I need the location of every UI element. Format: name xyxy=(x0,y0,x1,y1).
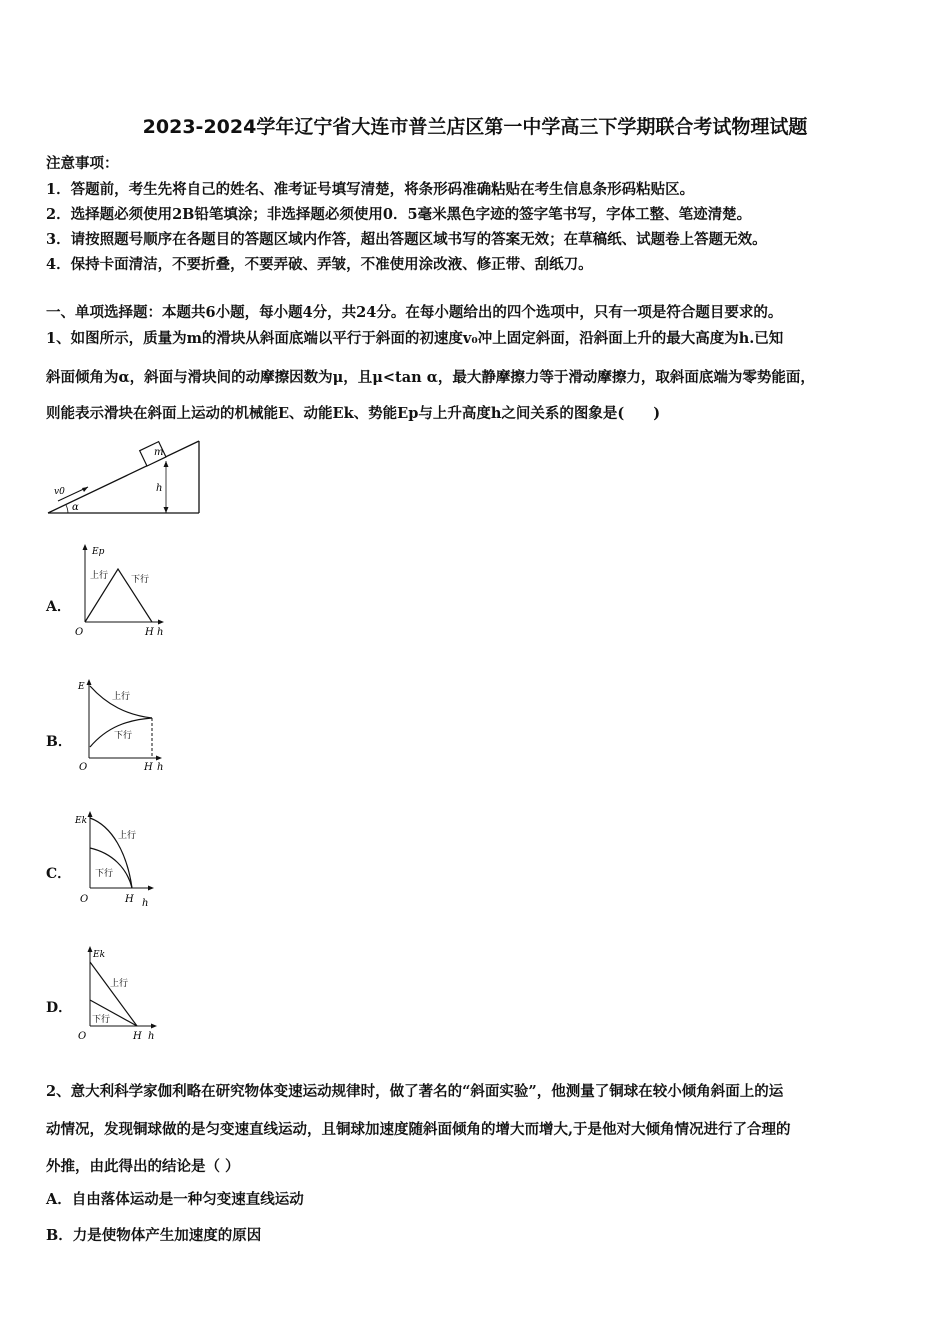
option-d-yaxis: Ek xyxy=(93,950,106,960)
notice-item: 3．请按照题号顺序在各题目的答题区域内作答，超出答题区域书写的答案无效；在草稿纸、试题卷上答题无效。 xyxy=(46,231,767,248)
option-d-xmark: H xyxy=(133,1031,142,1042)
q2-option-a-label: A． xyxy=(46,1191,72,1208)
option-c-label[interactable]: C． xyxy=(46,866,72,882)
mass-label: m xyxy=(154,447,164,458)
option-a-xmark: H xyxy=(145,627,154,638)
question-1-text: 斜面倾角为α，斜面与滑块间的动摩擦因数为μ，且μ<tan α，最大静摩擦力等于滑动摩擦力，取斜面底端为零势能面， xyxy=(46,369,815,386)
section-heading: 一、单项选择题：本题共6小题，每小题4分，共24分。在每小题给出的四个选项中，只有一项是符合题目要求的。 xyxy=(46,304,783,321)
notice-heading: 注意事项： xyxy=(46,155,119,172)
page-title: 2023-2024学年辽宁省大连市普兰店区第一中学高三下学期联合考试物理试题 xyxy=(142,116,808,138)
notice-item: 2．选择题必须使用2B铅笔填涂；非选择题必须使用0．5毫米黑色字迹的签字笔书写，字体工整、笔迹清楚。 xyxy=(46,206,752,223)
option-a-origin: O xyxy=(75,627,84,638)
option-a-xaxis: h xyxy=(157,627,164,638)
incline-figure xyxy=(44,435,204,520)
angle-label: α xyxy=(72,502,79,513)
option-b-origin: O xyxy=(79,762,88,773)
question-2-text: 2、意大利科学家伽利略在研究物体变速运动规律时，做了著名的“斜面实验”，他测量了铜球在较小倾角斜面上的运 xyxy=(46,1083,784,1100)
option-d-label[interactable]: D． xyxy=(46,1000,73,1016)
option-a-down-label: 下行 xyxy=(131,575,150,585)
option-b-graph[interactable] xyxy=(72,675,172,775)
notice-item: 4．保持卡面清洁，不要折叠，不要弄破、弄皱，不准使用涂改液、修正带、刮纸刀。 xyxy=(46,256,593,273)
option-c-up-label: 上行 xyxy=(118,831,137,841)
option-c-down-label: 下行 xyxy=(95,869,114,879)
option-c-xmark: H xyxy=(125,894,134,905)
option-a-label[interactable]: A． xyxy=(46,599,71,615)
height-label: h xyxy=(156,483,163,494)
option-b-label[interactable]: B． xyxy=(46,734,72,750)
option-c-yaxis: Ek xyxy=(75,816,88,826)
question-2-text: 外推，由此得出的结论是（ ） xyxy=(46,1158,240,1175)
option-b-yaxis: E xyxy=(78,682,85,692)
option-b-xmark: H xyxy=(144,762,153,773)
option-d-origin: O xyxy=(78,1031,87,1042)
option-a-yaxis: Ep xyxy=(92,547,105,557)
question-2-text: 动情况，发现铜球做的是匀变速直线运动，且铜球加速度随斜面倾角的增大而增大,于是他对大倾角情况进行了合理的 xyxy=(46,1121,791,1138)
option-d-up-label: 上行 xyxy=(110,979,129,989)
option-d-down-label: 下行 xyxy=(92,1015,111,1025)
notice-item: 1．答题前，考生先将自己的姓名、准考证号填写清楚，将条形码准确粘贴在考生信息条形码粘贴区。 xyxy=(46,181,695,198)
option-c-xaxis: h xyxy=(142,898,149,908)
q2-option-b-text: 力是使物体产生加速度的原因 xyxy=(72,1227,262,1244)
option-d-graph[interactable] xyxy=(72,942,172,1042)
option-d-xaxis: h xyxy=(148,1031,155,1042)
option-a-graph[interactable] xyxy=(72,540,172,640)
option-c-origin: O xyxy=(80,894,89,905)
q2-option-a-text: 自由落体运动是一种匀变速直线运动 xyxy=(71,1191,304,1208)
option-b-up-label: 上行 xyxy=(112,692,131,702)
question-1-text: 则能表示滑块在斜面上运动的机械能E、动能Ek、势能Ep与上升高度h之间关系的图象是( ) xyxy=(46,405,661,422)
question-1-text: 1、如图所示，质量为m的滑块从斜面底端以平行于斜面的初速度v₀冲上固定斜面，沿斜面上升的最大高度为h.已知 xyxy=(46,330,784,347)
velocity-label: v0 xyxy=(54,487,65,497)
option-a-up-label: 上行 xyxy=(90,571,109,581)
option-b-down-label: 下行 xyxy=(114,731,133,741)
q2-option-a[interactable] xyxy=(46,1188,304,1209)
q2-option-b-label: B． xyxy=(46,1227,73,1244)
q2-option-b[interactable] xyxy=(46,1224,261,1245)
option-b-xaxis: h xyxy=(157,762,164,773)
option-c-graph[interactable] xyxy=(72,808,172,908)
